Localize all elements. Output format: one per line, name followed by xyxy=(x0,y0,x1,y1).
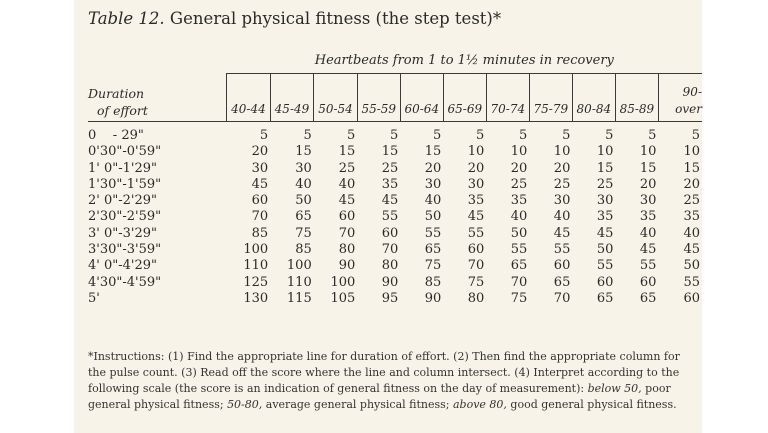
table-row xyxy=(88,209,702,225)
score-cell: 5 xyxy=(303,128,312,143)
score-cell: 30 xyxy=(553,193,571,209)
column-header: 40-44 xyxy=(227,74,271,122)
score-cell: 80 xyxy=(467,290,485,306)
score-cell: 10 xyxy=(596,144,614,160)
score-cell: 110 xyxy=(286,274,312,290)
score-cell: 5 xyxy=(433,128,442,143)
footnote-above-range: above 80, xyxy=(452,398,507,411)
score-cell: 60 xyxy=(467,242,485,258)
score-cell: 20 xyxy=(553,160,571,176)
score-cell: 115 xyxy=(286,290,312,306)
score-cell: 35 xyxy=(639,209,657,225)
score-cell: 90 xyxy=(338,258,356,274)
score-cell: 25 xyxy=(381,160,399,176)
score-cell: 60 xyxy=(553,258,571,274)
score-cell: 75 xyxy=(295,225,312,241)
score-cell: 15 xyxy=(424,144,442,160)
score-cell: 80 xyxy=(338,242,356,258)
score-cell: 60 xyxy=(596,274,614,290)
score-cell: 70 xyxy=(553,290,571,306)
score-cell: 30 xyxy=(639,193,657,209)
footnote-average-range: 50-80, xyxy=(227,398,263,411)
score-cell: 65 xyxy=(596,290,614,306)
score-cell: 5 xyxy=(390,128,399,143)
table-number: Table 12. xyxy=(88,9,165,28)
duration-cell: 1' 0"-1'29" xyxy=(88,160,157,176)
table-title xyxy=(88,9,501,28)
table-body xyxy=(88,122,702,308)
score-cell: 10 xyxy=(639,144,657,160)
score-cell: 105 xyxy=(330,290,356,306)
score-cell: 55 xyxy=(639,258,657,274)
score-cell: 30 xyxy=(251,160,269,176)
score-cell: 110 xyxy=(243,258,269,274)
score-cell: 70 xyxy=(510,274,528,290)
score-cell: 40 xyxy=(424,193,442,209)
score-cell: 125 xyxy=(243,274,269,290)
score-cell: 60 xyxy=(381,225,399,241)
score-cell: 25 xyxy=(338,160,356,176)
column-header: 55-59 xyxy=(357,74,400,122)
score-cell: 5 xyxy=(476,128,485,143)
column-header: 70-74 xyxy=(486,74,529,122)
footnote-average-text: average general physical fitness; xyxy=(262,398,453,411)
score-cell: 65 xyxy=(295,209,312,225)
score-cell: 35 xyxy=(467,193,485,209)
footnote-poor-text: poor general physical fitness; xyxy=(88,382,671,411)
score-cell: 10 xyxy=(510,144,528,160)
table-row xyxy=(88,275,702,291)
score-cell: 50 xyxy=(295,193,312,209)
score-cell: 100 xyxy=(243,242,269,258)
score-cell: 50 xyxy=(424,209,442,225)
score-cell: 45 xyxy=(639,242,657,258)
column-header: 45-49 xyxy=(270,74,314,122)
score-cell: 50 xyxy=(683,258,700,274)
duration-cell: 3'30"-3'59" xyxy=(88,242,162,258)
score-cell: 15 xyxy=(683,160,700,176)
score-cell: 50 xyxy=(596,242,614,258)
score-cell: 70 xyxy=(381,242,399,258)
fitness-table xyxy=(88,47,702,307)
score-cell: 10 xyxy=(683,144,700,160)
score-cell: 70 xyxy=(251,209,269,225)
table-row xyxy=(88,242,702,258)
score-cell: 70 xyxy=(338,225,356,241)
score-cell: 75 xyxy=(467,274,485,290)
score-cell: 15 xyxy=(639,160,657,176)
score-cell: 35 xyxy=(381,176,399,192)
table-row xyxy=(88,161,702,177)
score-cell: 5 xyxy=(648,128,657,143)
footnote-text: *Instructions: (1) Find the appropriate line for duration of effort. (2) Then find the appropriate column for the pulse count. (3) Read off the score where the line and column intersect. (4) Interpret according to the following scale (the score is an indication of general fitness on the day of measurement): xyxy=(88,350,680,395)
score-cell: 30 xyxy=(424,176,442,192)
column-header: 80-84 xyxy=(572,74,615,122)
score-cell: 30 xyxy=(596,193,614,209)
column-header: 75-79 xyxy=(529,74,572,122)
score-cell: 100 xyxy=(286,258,312,274)
score-cell: 40 xyxy=(683,225,700,241)
duration-cell: 5' xyxy=(88,290,100,306)
score-cell: 55 xyxy=(424,225,442,241)
score-cell: 5 xyxy=(346,128,356,143)
score-cell: 35 xyxy=(596,209,614,225)
duration-cell: 3' 0"-3'29" xyxy=(88,225,157,241)
score-cell: 65 xyxy=(553,274,571,290)
score-cell: 55 xyxy=(467,225,485,241)
score-cell: 10 xyxy=(467,144,485,160)
column-header: 65-69 xyxy=(443,74,486,122)
score-cell: 55 xyxy=(381,209,399,225)
score-cell: 65 xyxy=(639,290,657,306)
table-row xyxy=(88,291,702,307)
duration-cell: 2' 0"-2'29" xyxy=(88,193,157,209)
score-cell: 5 xyxy=(519,128,528,143)
document-page xyxy=(74,0,702,433)
score-cell: 40 xyxy=(639,225,657,241)
score-cell: 55 xyxy=(553,242,571,258)
table-row xyxy=(88,258,702,274)
column-header: 50-54 xyxy=(314,74,358,122)
duration-cell: 0'30"-0'59" xyxy=(88,144,162,160)
score-cell: 45 xyxy=(381,193,399,209)
table-title-text: General physical fitness (the step test)* xyxy=(169,9,502,28)
score-cell: 40 xyxy=(510,209,528,225)
score-cell: 85 xyxy=(295,242,312,258)
score-cell: 35 xyxy=(683,209,700,225)
score-cell: 5 xyxy=(259,128,269,143)
score-cell: 60 xyxy=(251,193,269,209)
column-header: 60-64 xyxy=(400,74,443,122)
score-cell: 15 xyxy=(596,160,614,176)
score-cell: 45 xyxy=(467,209,485,225)
duration-cell: 1'30"-1'59" xyxy=(88,176,162,192)
score-cell: 20 xyxy=(424,160,442,176)
score-cell: 50 xyxy=(510,225,528,241)
score-cell: 45 xyxy=(553,225,571,241)
score-cell: 40 xyxy=(553,209,571,225)
score-cell: 60 xyxy=(683,290,700,306)
heartbeats-group-header: Heartbeats from 1 to 1½ minutes in recovery xyxy=(227,47,702,74)
score-cell: 90 xyxy=(424,290,442,306)
table-row xyxy=(88,226,702,242)
score-cell: 15 xyxy=(338,144,356,160)
duration-header-line1: Duration xyxy=(88,86,145,101)
score-cell: 20 xyxy=(251,144,269,160)
score-cell: 60 xyxy=(338,209,356,225)
score-cell: 30 xyxy=(467,176,485,192)
score-cell: 10 xyxy=(553,144,571,160)
score-cell: 55 xyxy=(510,242,528,258)
score-cell: 20 xyxy=(639,176,657,192)
table-row xyxy=(88,193,702,209)
score-cell: 5 xyxy=(562,128,571,143)
score-cell: 70 xyxy=(467,258,485,274)
duration-cell: 4'30"-4'59" xyxy=(88,274,162,290)
duration-cell: 4' 0"-4'29" xyxy=(88,258,157,274)
column-header: 90- over xyxy=(658,74,702,122)
score-cell: 65 xyxy=(510,258,528,274)
instructions-footnote xyxy=(88,349,688,413)
score-cell: 30 xyxy=(295,160,312,176)
score-cell: 100 xyxy=(330,274,356,290)
score-cell: 45 xyxy=(251,176,269,192)
score-cell: 25 xyxy=(596,176,614,192)
score-cell: 80 xyxy=(381,258,399,274)
duration-cell: 0 - 29" xyxy=(88,128,144,143)
score-cell: 45 xyxy=(596,225,614,241)
score-cell: 15 xyxy=(295,144,312,160)
score-cell: 85 xyxy=(424,274,442,290)
score-cell: 75 xyxy=(510,290,528,306)
score-cell: 20 xyxy=(510,160,528,176)
score-cell: 25 xyxy=(510,176,528,192)
duration-header xyxy=(88,47,227,122)
score-cell: 25 xyxy=(553,176,571,192)
score-cell: 85 xyxy=(251,225,269,241)
score-cell: 40 xyxy=(338,176,356,192)
score-cell: 5 xyxy=(691,128,700,143)
score-cell: 55 xyxy=(683,274,700,290)
duration-cell: 2'30"-2'59" xyxy=(88,209,162,225)
score-cell: 15 xyxy=(381,144,399,160)
score-cell: 25 xyxy=(683,193,700,209)
score-cell: 45 xyxy=(683,242,700,258)
score-cell: 35 xyxy=(510,193,528,209)
duration-header-line2: of effort xyxy=(97,103,148,118)
score-cell: 40 xyxy=(295,176,312,192)
score-cell: 5 xyxy=(605,128,614,143)
footnote-good-text: good general physical fitness. xyxy=(506,398,677,411)
score-cell: 60 xyxy=(639,274,657,290)
table-row xyxy=(88,144,702,160)
score-cell: 20 xyxy=(683,176,700,192)
score-cell: 95 xyxy=(381,290,399,306)
score-cell: 75 xyxy=(424,258,442,274)
table-row xyxy=(88,177,702,193)
score-cell: 55 xyxy=(596,258,614,274)
score-cell: 20 xyxy=(467,160,485,176)
footnote-below-range: below 50, xyxy=(587,382,642,395)
score-cell: 130 xyxy=(243,290,269,306)
column-header: 85-89 xyxy=(615,74,658,122)
table-row xyxy=(88,122,702,145)
score-cell: 45 xyxy=(338,193,356,209)
score-cell: 90 xyxy=(381,274,399,290)
score-cell: 65 xyxy=(424,242,442,258)
